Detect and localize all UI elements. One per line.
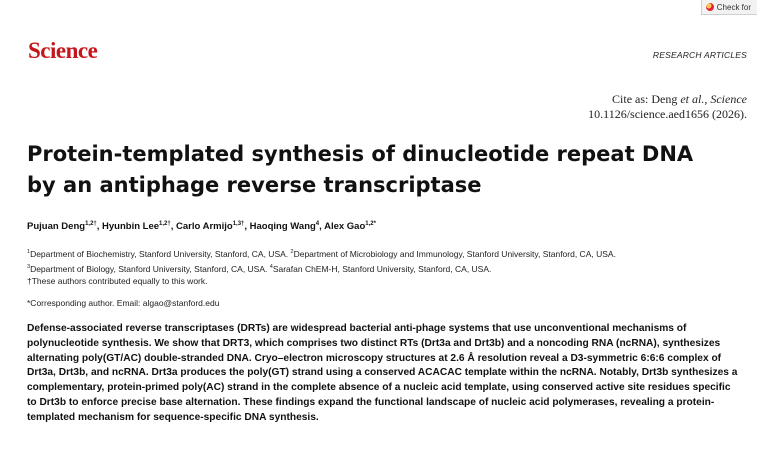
author: [176, 221, 250, 232]
author-name: Alex Gao: [324, 221, 366, 233]
author-name: Carlo Armijo: [176, 221, 233, 233]
author-name: Hyunbin Lee: [102, 221, 160, 233]
author: [27, 221, 102, 232]
check-for-updates-label: Check for: [716, 2, 751, 12]
author-separator: ,: [96, 221, 103, 233]
affiliation-text: Department of Microbiology and Immunology, Stanford University, Stanford, CA, USA.: [293, 248, 616, 259]
affiliation-text: Department of Biology, Stanford University, Stanford, CA, USA.: [30, 263, 270, 274]
author-separator: ,: [319, 221, 325, 233]
abstract: Defense-associated reverse transcriptases (DRTs) are widespread bacterial anti-phage systems that use unconventional mechanisms of polynucleotide synthesis. We show that DRT3, which comprises two distinct RTs (Drt3a and Drt3b) and a noncoding RNA (ncRNA), synthesizes alternating poly(GT/AC) double-stranded DNA. Cryo–electron microscopy structures at 2.6 Å resolution reveal a D3-symmetric 6:6:6 complex of Drt3a, Drt3b, and ncRNA. Drt3a produces the poly(GT) strand using a conserved ACACAC template within the ncRNA. Notably, Drt3b synthesizes a complementary, protein-primed poly(AC) strand in the complete absence of a nucleic acid template, using conserved active site residues specific to Drt3b to enforce precise base alternation. These findings expand the functional landscape of nucleic acid polymerases, revealing a protein-templated mechanism for sequence-specific DNA synthesis.: [27, 323, 738, 423]
author-affiliation-mark: 1,3†: [232, 221, 245, 227]
author-affiliation-mark: 1,2†: [85, 221, 97, 227]
check-for-updates-badge[interactable]: [701, 0, 757, 15]
corresponding-author: *Corresponding author. Email: algao@stanford.edu: [27, 298, 220, 308]
author: [324, 221, 376, 232]
citation-prefix: Cite as: Deng: [612, 92, 681, 106]
citation-sep: ,: [704, 92, 711, 106]
author-separator: ,: [244, 221, 250, 233]
author-name: Pujuan Deng: [27, 221, 86, 233]
author-affiliation-mark: 1,2†: [159, 221, 171, 227]
citation-journal: Science: [710, 92, 747, 106]
author: [102, 221, 176, 232]
paper-title: Protein-templated synthesis of dinucleotide repeat DNA by an antiphage reverse transcriptase: [27, 142, 694, 197]
affiliation-text: Department of Biochemistry, Stanford University, Stanford, CA, USA.: [30, 248, 291, 259]
citation-etal: et al.: [680, 92, 705, 106]
author-name: Haoqing Wang: [249, 221, 316, 233]
citation-doi: 10.1126/science.aed1656 (2026).: [588, 107, 747, 121]
author-affiliation-mark: 4: [315, 221, 320, 227]
citation-line: [588, 92, 747, 107]
affiliation-number: 2: [290, 249, 294, 255]
affiliation-number: 3: [27, 263, 31, 270]
affiliation-number: 4: [269, 263, 273, 270]
affiliations: [27, 246, 616, 276]
journal-logo: Science: [28, 38, 98, 63]
author-affiliation-mark: 1,2*: [365, 221, 376, 227]
affiliation-text: Sarafan ChEM-H, Stanford University, Stanford, CA, USA.: [272, 263, 492, 274]
crossmark-icon: [706, 3, 714, 11]
section-label: RESEARCH ARTICLES: [652, 50, 747, 60]
affiliation-number: 1: [27, 249, 31, 255]
affiliation-row: [27, 246, 616, 261]
affiliation-row: [27, 261, 616, 276]
author-separator: ,: [170, 221, 177, 233]
citation-block: [588, 92, 747, 122]
author-list: [27, 221, 376, 232]
author: [250, 221, 324, 232]
equal-contribution-note: †These authors contributed equally to this work.: [27, 276, 208, 286]
